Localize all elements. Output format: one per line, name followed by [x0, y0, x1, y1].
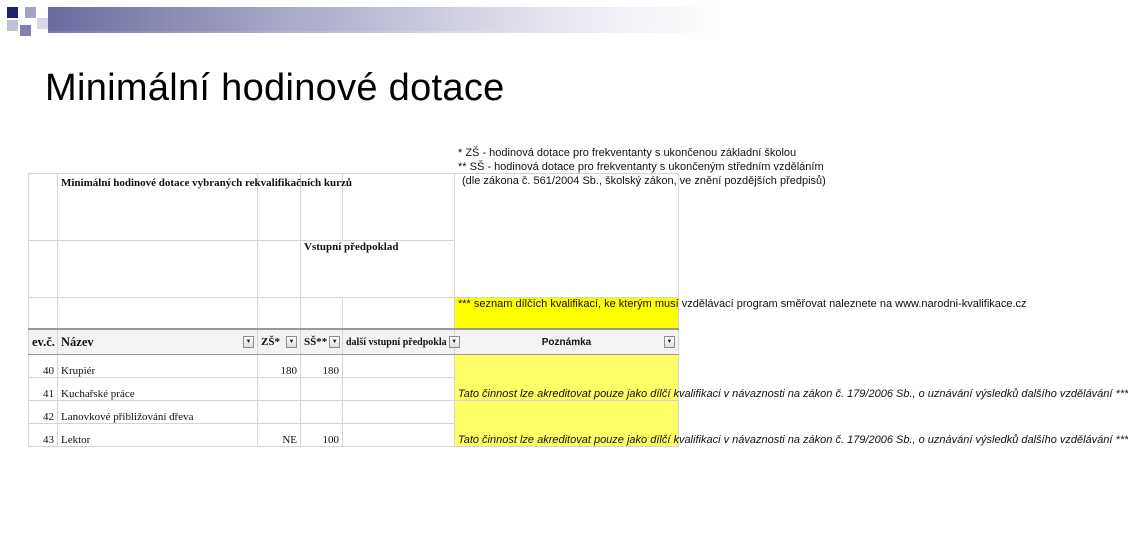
cell-id: 42: [29, 401, 58, 424]
cell-id: 41: [29, 378, 58, 401]
cell-zs: [258, 378, 301, 401]
filter-dropdown-icon[interactable]: ▼: [243, 336, 254, 348]
column-header-row: [29, 329, 679, 355]
deco-square: [20, 25, 31, 36]
cell-empty: [258, 241, 301, 298]
cell-empty: [343, 174, 455, 241]
cell-name: Lektor: [58, 424, 258, 447]
note-partial-qualification: *** seznam dílčích kvalifikací, ke kterým musí vzdělávací program směřovat naleznete na www.narodni-kvalifikace.cz: [455, 298, 679, 330]
cell-ss: [301, 378, 343, 401]
cell-zs: NE: [258, 424, 301, 447]
deco-square: [25, 7, 36, 18]
col-header-remark: [455, 329, 679, 355]
sheet-note-row: [29, 298, 679, 330]
note-law: (dle zákona č. 561/2004 Sb., školský zákon, ve znění pozdějších předpisů): [462, 175, 826, 187]
cell-other: [343, 424, 455, 447]
header-band-line: [48, 31, 720, 33]
col-header-id-label: ev.č.: [32, 334, 55, 349]
cell-name: Lanovkové přibližování dřeva: [58, 401, 258, 424]
deco-square: [37, 18, 48, 29]
cell-empty: [58, 298, 258, 330]
sheet-title: Minimální hodinové dotace vybraných rekvalifikačních kurzů: [58, 174, 258, 241]
filter-dropdown-icon[interactable]: ▼: [329, 336, 340, 348]
cell-empty: [29, 174, 58, 241]
cell-other: [343, 401, 455, 424]
cell-empty: [301, 298, 343, 330]
cell-other: [343, 355, 455, 378]
col-header-remark-label: Poznámka: [541, 336, 592, 348]
filter-dropdown-icon[interactable]: ▼: [449, 336, 460, 348]
table-row: [29, 355, 679, 378]
cell-other: [343, 378, 455, 401]
col-header-ss-label: SŠ**: [304, 336, 328, 348]
cell-empty: [258, 298, 301, 330]
spreadsheet-table: [28, 147, 1128, 447]
cell-ss: 180: [301, 355, 343, 378]
cell-name: Krupiér: [58, 355, 258, 378]
col-header-name-label: Název: [61, 334, 94, 349]
spreadsheet-image: [28, 147, 1128, 462]
note-ss: ** SŠ - hodinová dotace pro frekventanty s ukončeným středním vzděláním: [458, 161, 824, 173]
deco-square: [7, 7, 18, 18]
col-header-zs: [258, 329, 301, 355]
cell-empty: [29, 298, 58, 330]
col-header-other-label: další vstupní předpokla: [346, 336, 447, 348]
notes-cell: [455, 147, 826, 298]
sheet-header-row: [29, 174, 679, 241]
cell-remark: Tato činnost lze akreditovat pouze jako dílčí kvalifikaci v návaznosti na zákon č. 179/2006 Sb., o uznávání výsledků dalšího vzdělávání ***: [455, 355, 679, 401]
header-band: [48, 7, 720, 31]
prerequisite-label: Vstupní předpoklad: [301, 241, 455, 298]
col-header-other: [343, 329, 458, 355]
cell-id: 43: [29, 424, 58, 447]
slide-title: Minimální hodinové dotace: [45, 67, 505, 109]
filter-dropdown-icon[interactable]: ▼: [286, 336, 297, 348]
filter-dropdown-icon[interactable]: ▼: [664, 336, 675, 348]
col-header-name: [58, 329, 258, 355]
cell-empty: [58, 241, 258, 298]
cell-empty: [343, 298, 455, 330]
col-header-ss: [301, 329, 343, 355]
cell-remark: Tato činnost lze akreditovat pouze jako dílčí kvalifikaci v návaznosti na zákon č. 179/2006 Sb., o uznávání výsledků dalšího vzdělávání ***: [455, 401, 679, 447]
table-row: [29, 401, 679, 424]
cell-zs: [258, 401, 301, 424]
cell-id: 40: [29, 355, 58, 378]
col-header-zs-label: ZŠ*: [261, 336, 280, 348]
cell-empty: [29, 241, 58, 298]
cell-ss: 100: [301, 424, 343, 447]
cell-zs: 180: [258, 355, 301, 378]
cell-ss: [301, 401, 343, 424]
note-zs: * ZŠ - hodinová dotace pro frekventanty s ukončenou základní školou: [458, 147, 797, 159]
cell-name: Kuchařské práce: [58, 378, 258, 401]
col-header-id: [29, 329, 58, 355]
deco-square: [7, 20, 18, 31]
